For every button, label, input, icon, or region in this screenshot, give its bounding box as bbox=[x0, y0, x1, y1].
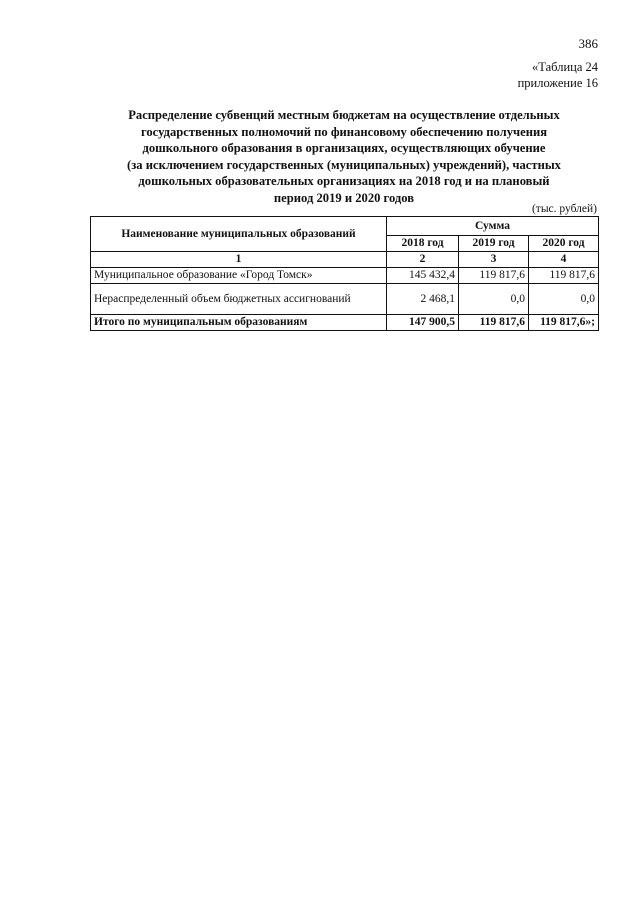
header-year-2018: 2018 год bbox=[387, 236, 459, 252]
header-year-2019: 2019 год bbox=[459, 236, 529, 252]
document-title-line: государственных полномочий по финансовому обеспечению получения bbox=[140, 124, 548, 139]
value-2018: 145 432,4 bbox=[387, 268, 459, 284]
header-sum: Сумма bbox=[387, 217, 599, 236]
document-title-line: дошкольных образовательных организациях на 2018 год и на плановый bbox=[138, 174, 550, 188]
page-number: 386 bbox=[578, 36, 598, 51]
table-reference bbox=[518, 60, 598, 91]
header-municipality-name: Наименование муниципальных образований bbox=[91, 217, 387, 252]
value-2020: 119 817,6 bbox=[529, 268, 599, 284]
column-index: 2 bbox=[387, 252, 459, 268]
value-2019: 0,0 bbox=[459, 284, 529, 315]
budget-table bbox=[90, 216, 599, 331]
table-header-row bbox=[91, 217, 599, 236]
table-reference-appendix: приложение 16 bbox=[517, 75, 598, 90]
total-2018: 147 900,5 bbox=[387, 315, 459, 331]
header-year-2020: 2020 год bbox=[529, 236, 599, 252]
units-label: (тыс. рублей) bbox=[531, 203, 597, 215]
municipality-name: Нераспределенный объем бюджетных ассигнований bbox=[91, 284, 387, 315]
column-index: 1 bbox=[91, 252, 387, 268]
value-2020: 0,0 bbox=[529, 284, 599, 315]
table-row bbox=[91, 284, 599, 315]
column-index: 3 bbox=[459, 252, 529, 268]
document-title bbox=[90, 107, 598, 206]
document-title-line: период 2019 и 2020 годов bbox=[273, 190, 415, 205]
table-reference-number: «Таблица 24 bbox=[532, 60, 598, 74]
value-2018: 2 468,1 bbox=[387, 284, 459, 315]
total-2019: 119 817,6 bbox=[459, 315, 529, 331]
document-title-line: (за исключением государственных (муниципальных) учреждений), частных bbox=[127, 157, 561, 172]
table-index-row bbox=[91, 252, 599, 268]
total-2020: 119 817,6»; bbox=[529, 315, 599, 331]
municipality-name: Муниципальное образование «Город Томск» bbox=[91, 268, 387, 284]
value-2019: 119 817,6 bbox=[459, 268, 529, 284]
total-label: Итого по муниципальным образованиям bbox=[91, 315, 387, 331]
table-total-row bbox=[91, 315, 599, 331]
table-row bbox=[91, 268, 599, 284]
document-title-line: Распределение субвенций местным бюджетам на осуществление отдельных bbox=[128, 108, 560, 122]
column-index: 4 bbox=[529, 252, 599, 268]
document-title-line: дошкольного образования в организациях, осуществляющих обучение bbox=[142, 141, 546, 155]
